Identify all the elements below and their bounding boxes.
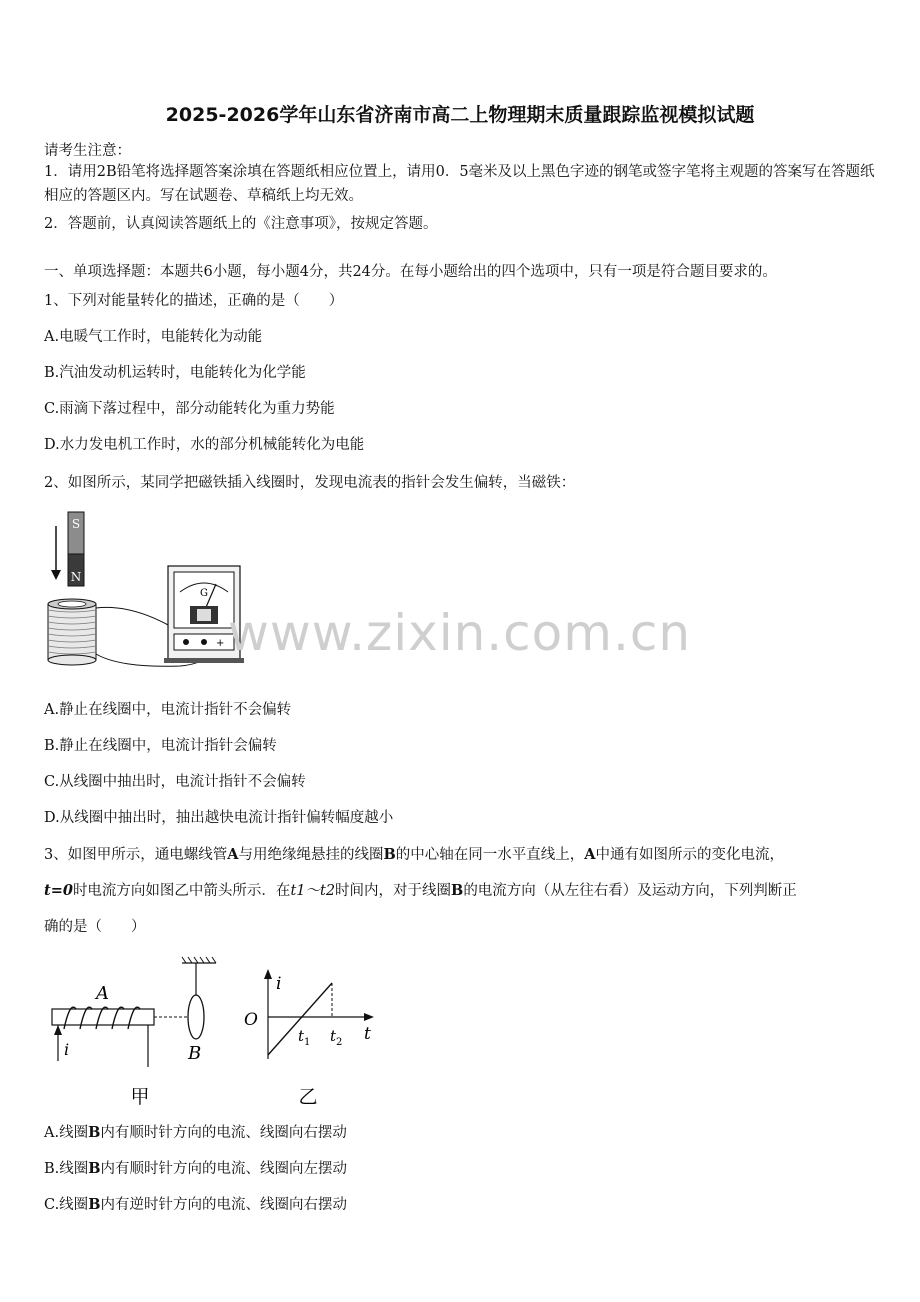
q3-figure xyxy=(40,955,390,1113)
graph-t2-label: $t_2$ xyxy=(330,1027,343,1048)
q1-option-a: A.电暖气工作时，电能转化为动能 xyxy=(44,329,263,345)
q1-option-c: C.雨滴下落过程中，部分动能转化为重力势能 xyxy=(44,401,335,417)
page-title: 2025-2026学年山东省济南市高二上物理期末质量跟踪监视模拟试题 xyxy=(165,104,755,126)
q2-option-c: C.从线圈中抽出时，电流计指针不会偏转 xyxy=(44,774,306,790)
meter-plus-label: + xyxy=(216,638,225,649)
meter-g-label: G xyxy=(200,588,208,599)
q3-stem-line2: t=0时电流方向如图乙中箭头所示．在t1～t2时间内，对于线圈B的电流方向（从左往右看）及运动方向，下列判断正 xyxy=(44,882,797,899)
figure-yi-label: 乙 xyxy=(298,1086,318,1108)
figure-jia-label: 甲 xyxy=(130,1086,150,1108)
fig-label-i-left: i xyxy=(64,1040,70,1059)
watermark: www.zixin.com.cn xyxy=(228,604,692,662)
q3-stem-line1: 3、如图甲所示，通电螺线管A与用绝缘绳悬挂的线圈B的中心轴在同一水平直线上，A中通有如图所示的变化电流， xyxy=(44,846,785,863)
current-graph xyxy=(244,969,374,1059)
coil xyxy=(48,599,96,665)
q2-option-d: D.从线圈中抽出时，抽出越快电流计指针偏转幅度越小 xyxy=(44,810,394,826)
q2-stem: 2、如图所示，某同学把磁铁插入线圈时，发现电流表的指针会发生偏转，当磁铁： xyxy=(44,475,576,491)
q3-option-c: C.线圈B内有逆时针方向的电流、线圈向右摆动 xyxy=(44,1196,347,1213)
q1-option-b: B.汽油发动机运转时，电能转化为化学能 xyxy=(44,365,306,381)
q1-option-d: D.水力发电机工作时，水的部分机械能转化为电能 xyxy=(44,437,365,453)
magnet-s-label: S xyxy=(71,517,81,531)
notice-heading: 请考生注意： xyxy=(44,143,131,159)
magnet-n-label: N xyxy=(70,570,82,584)
q3-option-b: B.线圈B内有顺时针方向的电流、线圈向左摆动 xyxy=(44,1160,348,1177)
solenoid-a xyxy=(52,983,154,1067)
q3-stem-line3: 确的是（ ） xyxy=(44,919,146,935)
q2-option-a: A.静止在线圈中，电流计指针不会偏转 xyxy=(44,702,292,718)
section-heading: 一、单项选择题：本题共6小题，每小题4分，共24分。在每小题给出的四个选项中，只有一项是符合题目要求的。 xyxy=(44,264,777,280)
coil-b xyxy=(182,957,216,1064)
notice-item-1: 1．请用2B铅笔将选择题答案涂填在答题纸相应位置上，请用0．5毫米及以上黑色字迹的钢笔或签字笔将主观题的答案写在答题纸相应的答题区内。写在试题卷、草稿纸上均无效。 xyxy=(44,164,875,204)
q3-option-a: A.线圈B内有顺时针方向的电流、线圈向右摆动 xyxy=(44,1124,347,1141)
graph-origin-label: O xyxy=(244,1010,258,1030)
fig-label-b: B xyxy=(188,1043,202,1064)
graph-t-label: t xyxy=(364,1024,371,1044)
graph-t1-label: $t_1$ xyxy=(298,1027,311,1048)
q2-figure xyxy=(40,508,250,670)
graph-i-label: i xyxy=(276,974,282,994)
q1-stem: 1、下列对能量转化的描述，正确的是（ ） xyxy=(44,293,344,309)
fig-label-a: A xyxy=(96,983,109,1004)
notice-item-2: 2．答题前，认真阅读答题纸上的《注意事项》，按规定答题。 xyxy=(44,216,438,232)
q2-option-b: B.静止在线圈中，电流计指针会偏转 xyxy=(44,738,277,754)
